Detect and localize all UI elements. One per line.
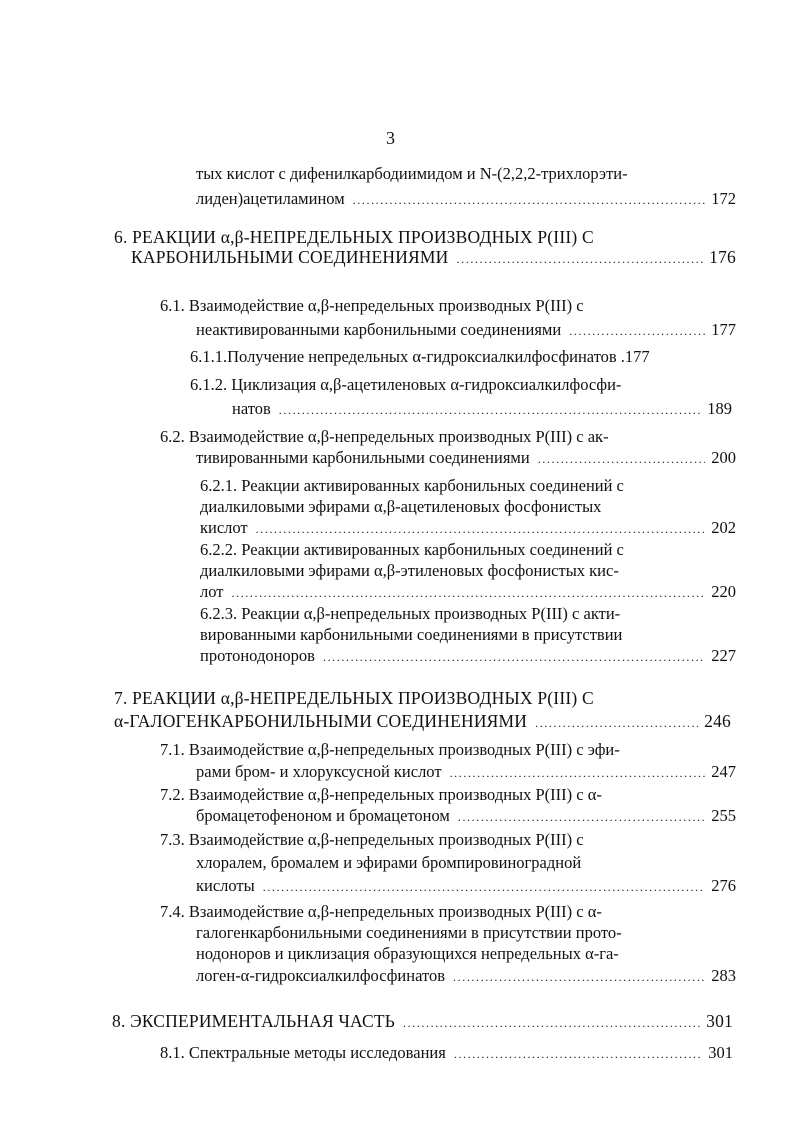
- toc-7-1-line-1: 7.1. Взаимодействие α,β-непредельных производных P(III) с эфи-: [160, 740, 620, 759]
- page-number: 3: [386, 128, 395, 148]
- toc-6-2-1-line-1: 6.2.1. Реакции активированных карбонильных соединений с: [200, 476, 624, 495]
- toc-entry-0-line-1: тых кислот с дифенилкарбодиимидом и N-(2,2,2-трихлорэти-: [196, 164, 628, 183]
- toc-7-2-title: бромацетофеноном и бромацетоном: [196, 806, 450, 825]
- toc-chapter-6-line-1: 6. РЕАКЦИИ α,β-НЕПРЕДЕЛЬНЫХ ПРОИЗВОДНЫХ P(III) С: [114, 227, 594, 247]
- toc-6-2-2-line-2: диалкиловыми эфирами α,β-этиленовых фосфонистых кис-: [200, 561, 619, 580]
- toc-7-2-last: [196, 806, 736, 827]
- toc-7-3-last: [196, 876, 736, 897]
- toc-7-2-line-1: 7.2. Взаимодействие α,β-непредельных производных P(III) с α-: [160, 785, 602, 804]
- dot-leader: [535, 713, 698, 733]
- dot-leader: [458, 807, 705, 827]
- toc-7-2-page: 255: [711, 806, 736, 825]
- toc-7-4-title: логен-α-гидроксиалкилфосфинатов: [196, 966, 446, 985]
- toc-6-2-last: [196, 448, 736, 469]
- toc-6-1-1-title: 6.1.1.Получение непредельных α-гидроксиалкилфосфинатов: [190, 347, 617, 366]
- toc-7-4-page: 283: [711, 966, 736, 985]
- dot-leader: [453, 967, 705, 987]
- toc-6-1-title: неактивированными карбонильными соединениями: [196, 320, 562, 339]
- toc-chapter-7-last: [114, 711, 731, 733]
- toc-7-3-title: кислоты: [196, 876, 255, 895]
- toc-7-3-page: 276: [711, 876, 736, 895]
- toc-6-1-1-page: .177: [620, 347, 650, 366]
- dot-leader: [353, 190, 706, 210]
- toc-6-2-2-last: [200, 582, 736, 603]
- toc-6-2-3-title: протонодоноров: [200, 646, 315, 665]
- toc-7-3-line-1: 7.3. Взаимодействие α,β-непредельных производных P(III) с: [160, 830, 584, 849]
- toc-6-1-last: [196, 320, 736, 341]
- toc-entry-0-title: лиден)ацетиламином: [196, 189, 345, 208]
- toc-6-2-1-title: кислот: [200, 518, 248, 537]
- toc-6-2-3-last: [200, 646, 736, 667]
- toc-8-1: [160, 1043, 733, 1064]
- toc-chapter-8: [112, 1011, 733, 1033]
- toc-6-2-1-last: [200, 518, 736, 539]
- dot-leader: [403, 1013, 700, 1033]
- toc-6-2-2-page: 220: [711, 582, 736, 601]
- toc-chapter-7-title: α-ГАЛОГЕНКАРБОНИЛЬНЫМИ СОЕДИНЕНИЯМИ: [114, 711, 528, 731]
- dot-leader: [457, 249, 704, 269]
- toc-6-2-line-1: 6.2. Взаимодействие α,β-непредельных производных P(III) с ак-: [160, 427, 609, 446]
- dot-leader: [263, 877, 706, 897]
- toc-7-4-line-2: галогенкарбонильными соединениями в присутствии прото-: [196, 923, 622, 942]
- toc-7-1-title: рами бром- и хлоруксусной кислот: [196, 762, 442, 781]
- toc-6-2-title: тивированными карбонильными соединениями: [196, 448, 530, 467]
- toc-6-2-page: 200: [711, 448, 736, 467]
- toc-6-1-2-last: [232, 399, 732, 420]
- toc-6-1-2-line-1: 6.1.2. Циклизация α,β-ацетиленовых α-гидроксиалкилфосфи-: [190, 375, 622, 394]
- dot-leader: [454, 1044, 702, 1064]
- toc-6-2-1-page: 202: [711, 518, 736, 537]
- toc-8-1-title: 8.1. Спектральные методы исследования: [160, 1043, 446, 1062]
- toc-6-1-1: [190, 347, 736, 367]
- dot-leader: [231, 583, 705, 603]
- toc-chapter-8-title: 8. ЭКСПЕРИМЕНТАЛЬНАЯ ЧАСТЬ: [112, 1011, 395, 1031]
- toc-6-1-page: 177: [711, 320, 736, 339]
- toc-6-1-2-title: натов: [232, 399, 271, 418]
- toc-chapter-7-line-1: 7. РЕАКЦИИ α,β-НЕПРЕДЕЛЬНЫХ ПРОИЗВОДНЫХ P(III) С: [114, 688, 594, 708]
- toc-7-4-last: [196, 966, 736, 987]
- toc-6-2-2-line-1: 6.2.2. Реакции активированных карбонильных соединений с: [200, 540, 624, 559]
- dot-leader: [279, 400, 701, 420]
- dot-leader: [538, 449, 706, 469]
- toc-6-1-line-1: 6.1. Взаимодействие α,β-непредельных производных P(III) с: [160, 296, 584, 315]
- toc-6-1-2-page: 189: [707, 399, 732, 418]
- toc-entry-0-last: [196, 189, 736, 210]
- dot-leader: [256, 519, 706, 539]
- toc-6-2-2-title: лот: [200, 582, 224, 601]
- dot-leader: [569, 321, 705, 341]
- dot-leader: [323, 647, 705, 667]
- toc-6-2-1-line-2: диалкиловыми эфирами α,β-ацетиленовых фосфонистых: [200, 497, 602, 516]
- toc-chapter-8-page: 301: [706, 1011, 733, 1031]
- toc-6-2-3-line-1: 6.2.3. Реакции α,β-непредельных производных P(III) с акти-: [200, 604, 621, 623]
- toc-6-2-3-page: 227: [711, 646, 736, 665]
- toc-chapter-6-page: 176: [709, 247, 736, 267]
- toc-7-1-page: 247: [711, 762, 736, 781]
- toc-entry-0-page: 172: [711, 189, 736, 208]
- toc-6-2-3-line-2: вированными карбонильными соединениями в присутствии: [200, 625, 623, 644]
- toc-7-4-line-3: нодоноров и циклизация образующихся непредельных α-га-: [196, 944, 619, 963]
- toc-7-1-last: [196, 762, 736, 783]
- toc-chapter-6-last: [131, 247, 736, 269]
- toc-7-4-line-1: 7.4. Взаимодействие α,β-непредельных производных P(III) с α-: [160, 902, 602, 921]
- toc-chapter-7-page: 246: [704, 711, 731, 731]
- toc-7-3-line-2: хлоралем, бромалем и эфирами бромпировиноградной: [196, 853, 582, 872]
- toc-8-1-page: 301: [708, 1043, 733, 1062]
- toc-chapter-6-title: КАРБОНИЛЬНЫМИ СОЕДИНЕНИЯМИ: [131, 247, 449, 267]
- dot-leader: [450, 763, 706, 783]
